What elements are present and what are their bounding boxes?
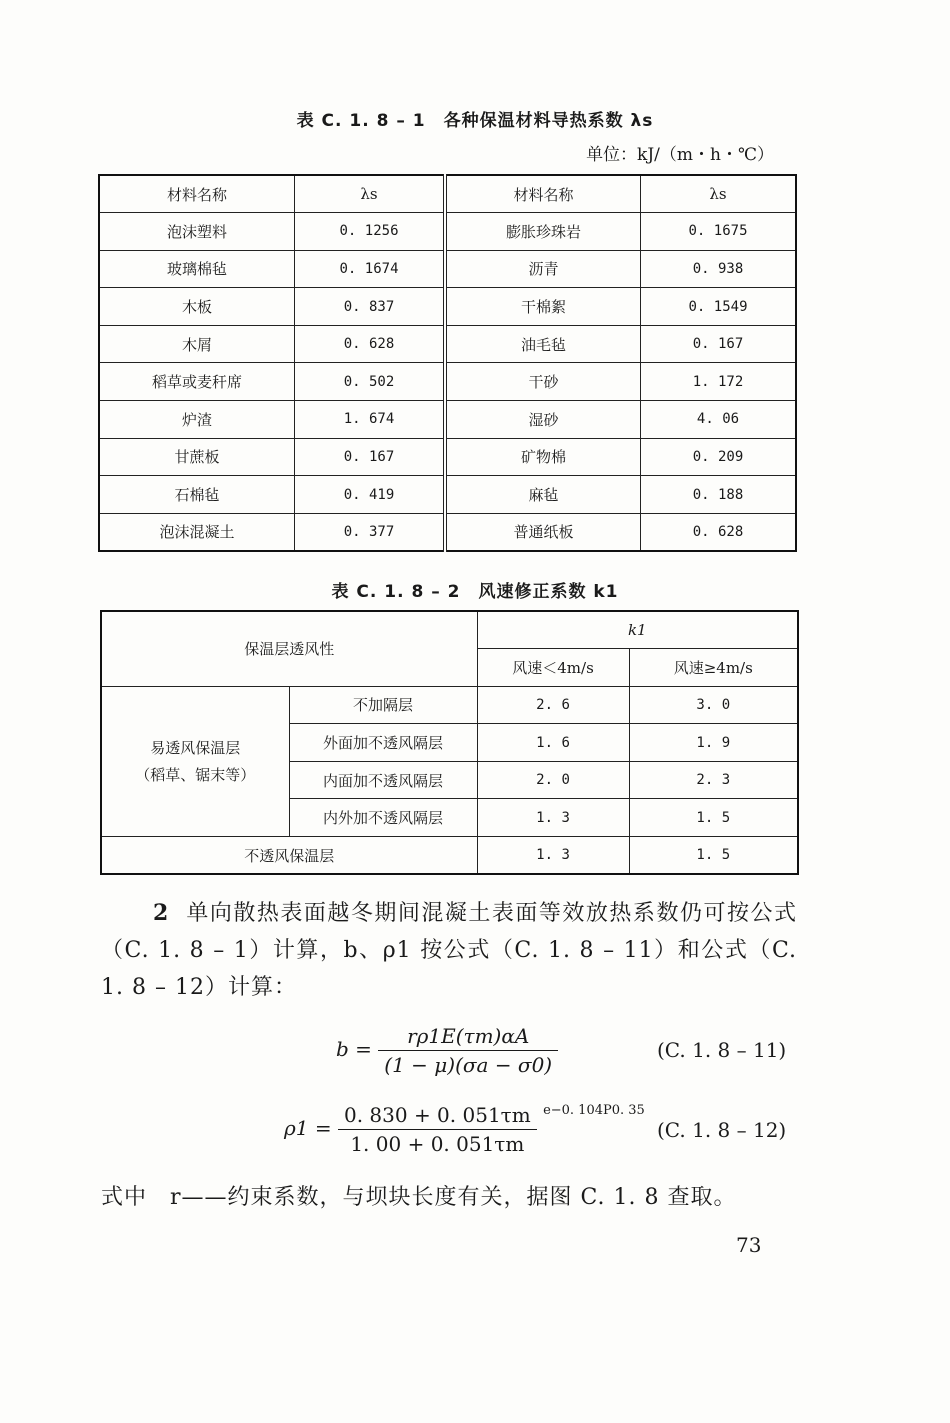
table-cell: 0. 419 <box>295 476 445 514</box>
page-number: 73 <box>736 1233 762 1257</box>
table1-unit: 单位：kJ/（m・h・℃） <box>586 145 774 165</box>
table-cell: 矿物棉 <box>445 438 641 476</box>
table-cell: 1. 674 <box>295 401 445 439</box>
table-cell: 泡沫塑料 <box>99 213 295 251</box>
table-cell: 2. 6 <box>477 686 629 724</box>
table-cell: 内面加不透风隔层 <box>289 761 477 799</box>
table-cell: 炉渣 <box>99 401 295 439</box>
table-header-cell: 保温层透风性 <box>101 611 477 686</box>
table2 <box>100 610 799 875</box>
table-cell: 0. 628 <box>641 513 796 551</box>
table-header-cell: λs <box>295 175 445 213</box>
table-row <box>99 401 796 439</box>
table-header-row <box>99 175 796 213</box>
table-cell: 干砂 <box>445 363 641 401</box>
table-cell: 外面加不透风隔层 <box>289 724 477 762</box>
table-cell: 3. 0 <box>629 686 798 724</box>
table-row <box>99 476 796 514</box>
table-cell: 甘蔗板 <box>99 438 295 476</box>
table-cell: 1. 5 <box>629 837 798 875</box>
formula2-fraction <box>338 1103 537 1156</box>
table-cell: 0. 167 <box>641 325 796 363</box>
group-label-line1: 易透风保温层 <box>150 739 241 758</box>
table2-caption: 表 C. 1. 8 – 2 风速修正系数 k1 <box>331 582 619 602</box>
paragraph-number: 2 <box>153 900 170 926</box>
table-cell: 膨胀珍珠岩 <box>445 213 641 251</box>
table-cell: 麻毡 <box>445 476 641 514</box>
formula-c1812 <box>284 1103 645 1156</box>
symbol-note: 式中 r——约束系数，与坝块长度有关，据图 C. 1. 8 查取。 <box>101 1185 737 1210</box>
table-row <box>99 438 796 476</box>
table-row <box>101 686 798 724</box>
table-cell: 1. 9 <box>629 724 798 762</box>
table-cell: 0. 167 <box>295 438 445 476</box>
formula2-label: (C. 1. 8 – 12) <box>657 1118 787 1142</box>
table-cell: 木屑 <box>99 325 295 363</box>
table1-caption: 表 C. 1. 8 – 1 各种保温材料导热系数 λs <box>296 111 654 131</box>
table-cell: 0. 837 <box>295 288 445 326</box>
table-cell: 0. 1549 <box>641 288 796 326</box>
table-header-row <box>101 611 798 649</box>
table-cell: 0. 502 <box>295 363 445 401</box>
table-row <box>101 837 798 875</box>
formula2-numerator: 0. 830 + 0. 051τm <box>338 1103 537 1130</box>
table-row <box>99 325 796 363</box>
table-cell: 普通纸板 <box>445 513 641 551</box>
table-row <box>99 513 796 551</box>
table-cell: 0. 1674 <box>295 250 445 288</box>
table-cell: 干棉絮 <box>445 288 641 326</box>
table-header-cell: 风速＜4m/s <box>477 649 629 687</box>
table-cell: 内外加不透风隔层 <box>289 799 477 837</box>
table-cell: 0. 1256 <box>295 213 445 251</box>
body-paragraph <box>101 895 797 1006</box>
formula-c1811 <box>336 1024 558 1077</box>
table-cell: 木板 <box>99 288 295 326</box>
table-cell: 2. 3 <box>629 761 798 799</box>
table-cell: 0. 938 <box>641 250 796 288</box>
table-cell: 0. 377 <box>295 513 445 551</box>
table-cell: 沥青 <box>445 250 641 288</box>
table-header-cell: 材料名称 <box>99 175 295 213</box>
group-label-cell <box>101 686 289 836</box>
table-cell: 不透风保温层 <box>101 837 477 875</box>
table-header-cell: k1 <box>477 611 798 649</box>
formula2-denominator: 1. 00 + 0. 051τm <box>350 1132 525 1156</box>
formula1-denominator: (1 − μ)(σa − σ0) <box>384 1053 553 1077</box>
table-row <box>99 213 796 251</box>
table-row <box>99 288 796 326</box>
formula2-exponent: e−0. 104P0. 35 <box>543 1103 645 1118</box>
table-row <box>99 363 796 401</box>
table-cell: 1. 5 <box>629 799 798 837</box>
formula1-fraction <box>378 1024 558 1077</box>
formula1-label: (C. 1. 8 – 11) <box>657 1038 787 1062</box>
paragraph-text: 单向散热表面越冬期间混凝土表面等效放热系数仍可按公式（C. 1. 8 – 1）计算，b、ρ1 按公式（C. 1. 8 – 11）和公式（C. 1. 8 – 12）计算： <box>101 901 797 1000</box>
table1 <box>98 174 797 552</box>
table-cell: 1. 3 <box>477 837 629 875</box>
formula2-lhs: ρ1 = <box>284 1116 332 1140</box>
table-cell: 湿砂 <box>445 401 641 439</box>
table-cell: 2. 0 <box>477 761 629 799</box>
table-header-cell: 材料名称 <box>445 175 641 213</box>
table-cell: 不加隔层 <box>289 686 477 724</box>
table-cell: 0. 188 <box>641 476 796 514</box>
table-cell: 0. 209 <box>641 438 796 476</box>
group-label-line2: （稻草、锯末等） <box>135 766 256 785</box>
table-header-cell: λs <box>641 175 796 213</box>
table-cell: 石棉毡 <box>99 476 295 514</box>
formula1-lhs: b = <box>336 1037 372 1061</box>
table-cell: 泡沫混凝土 <box>99 513 295 551</box>
table-cell: 1. 3 <box>477 799 629 837</box>
table-cell: 1. 6 <box>477 724 629 762</box>
table-cell: 1. 172 <box>641 363 796 401</box>
table-header-cell: 风速≥4m/s <box>629 649 798 687</box>
table-cell: 0. 1675 <box>641 213 796 251</box>
formula1-numerator: rρ1E(τm)αA <box>378 1024 558 1051</box>
table-cell: 玻璃棉毡 <box>99 250 295 288</box>
table-cell: 油毛毡 <box>445 325 641 363</box>
table-row <box>99 250 796 288</box>
table-cell: 4. 06 <box>641 401 796 439</box>
table-cell: 0. 628 <box>295 325 445 363</box>
table-cell: 稻草或麦秆席 <box>99 363 295 401</box>
